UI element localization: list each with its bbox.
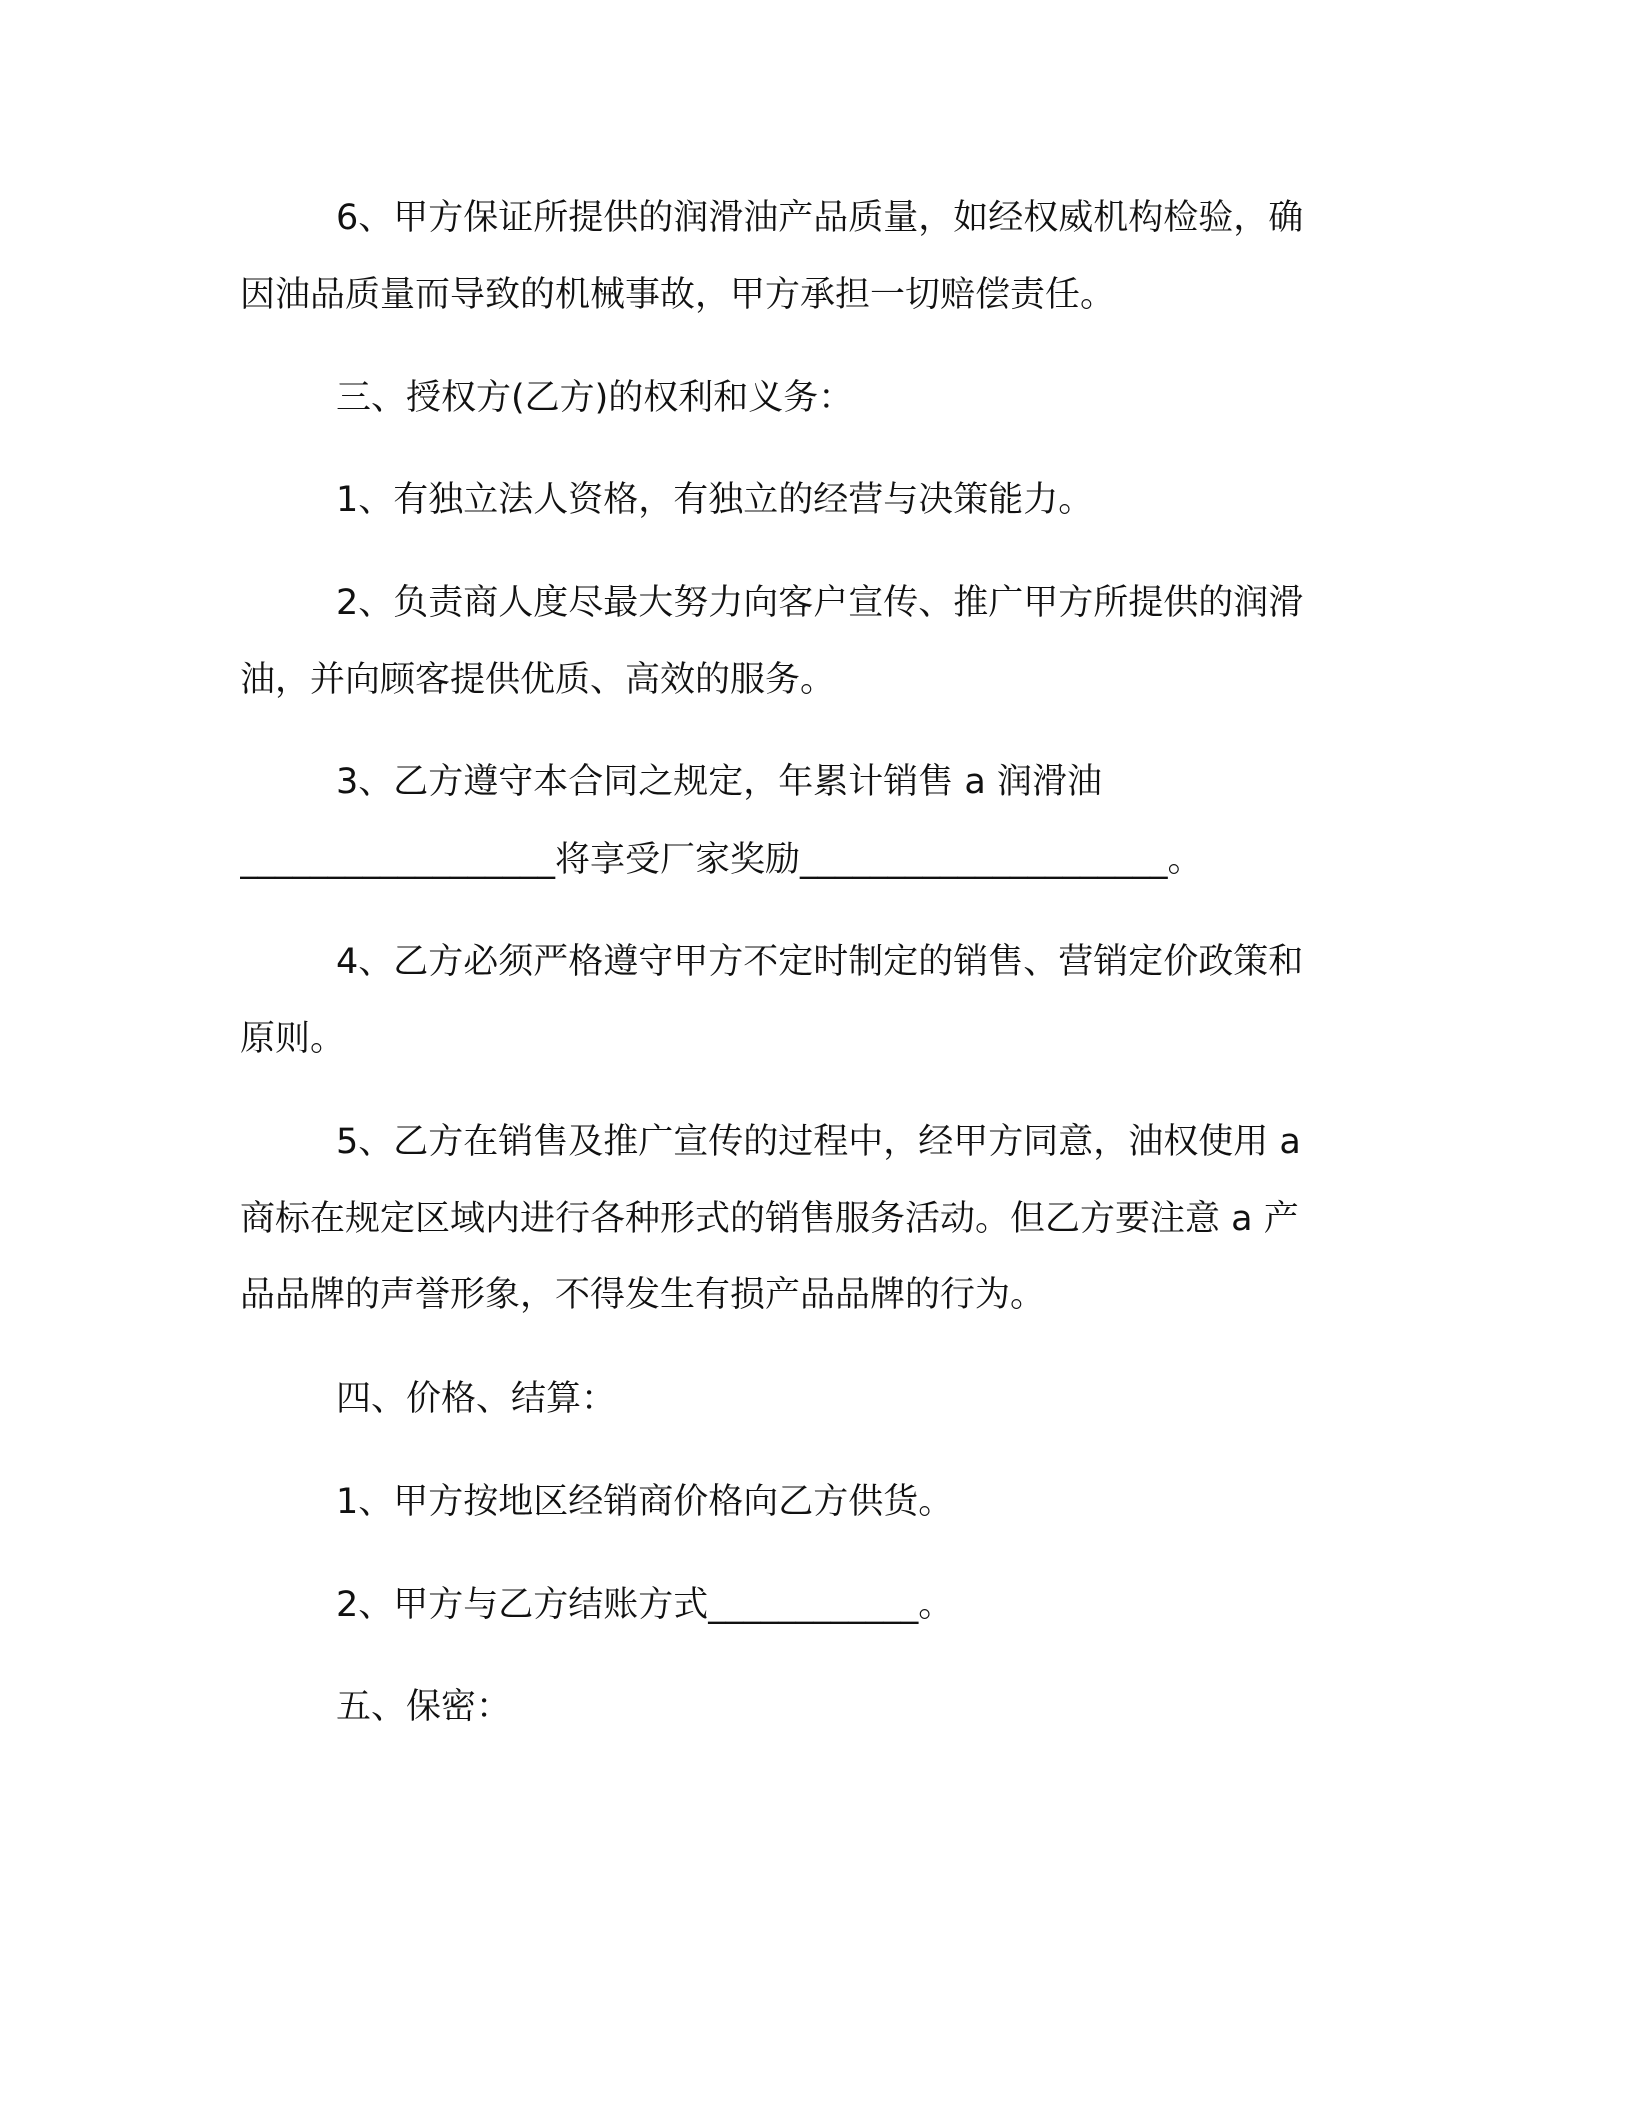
clause-6-line-1: 6、甲方保证所提供的润滑油产品质量，如经权威机构检验，确 [336, 198, 1304, 238]
section-3-heading: 三、授权方(乙方)的权利和义务： [336, 378, 854, 418]
section-3-clause-4-line-2: 原则。 [240, 1019, 346, 1059]
clause-6-line-2: 因油品质量而导致的机械事故，甲方承担一切赔偿责任。 [240, 275, 1116, 315]
section-3-clause-3-line-2: __________________将享受厂家奖励_____________________。 [240, 840, 1203, 880]
section-3-clause-5-line-1: 5、乙方在销售及推广宣传的过程中，经甲方同意，油权使用 a [336, 1122, 1301, 1162]
section-3-clause-1: 1、有独立法人资格，有独立的经营与决策能力。 [336, 480, 1094, 520]
section-3-clause-4-line-1: 4、乙方必须严格遵守甲方不定时制定的销售、营销定价政策和 [336, 942, 1304, 982]
section-3-clause-5-line-3: 品品牌的声誉形象，不得发生有损产品品牌的行为。 [240, 1275, 1046, 1315]
section-3-clause-3-line-1: 3、乙方遵守本合同之规定，年累计销售 a 润滑油 [336, 762, 1102, 802]
section-3-clause-2-line-1: 2、负责商人度尽最大努力向客户宣传、推广甲方所提供的润滑 [336, 583, 1304, 623]
section-4-clause-1: 1、甲方按地区经销商价格向乙方供货。 [336, 1482, 954, 1522]
section-5-heading: 五、保密： [336, 1687, 512, 1727]
section-4-clause-2: 2、甲方与乙方结账方式____________。 [336, 1585, 954, 1625]
section-4-heading: 四、价格、结算： [336, 1379, 617, 1419]
section-3-clause-5-line-2: 商标在规定区域内进行各种形式的销售服务活动。但乙方要注意 a 产 [240, 1199, 1299, 1239]
section-3-clause-2-line-2: 油，并向顾客提供优质、高效的服务。 [240, 660, 836, 700]
